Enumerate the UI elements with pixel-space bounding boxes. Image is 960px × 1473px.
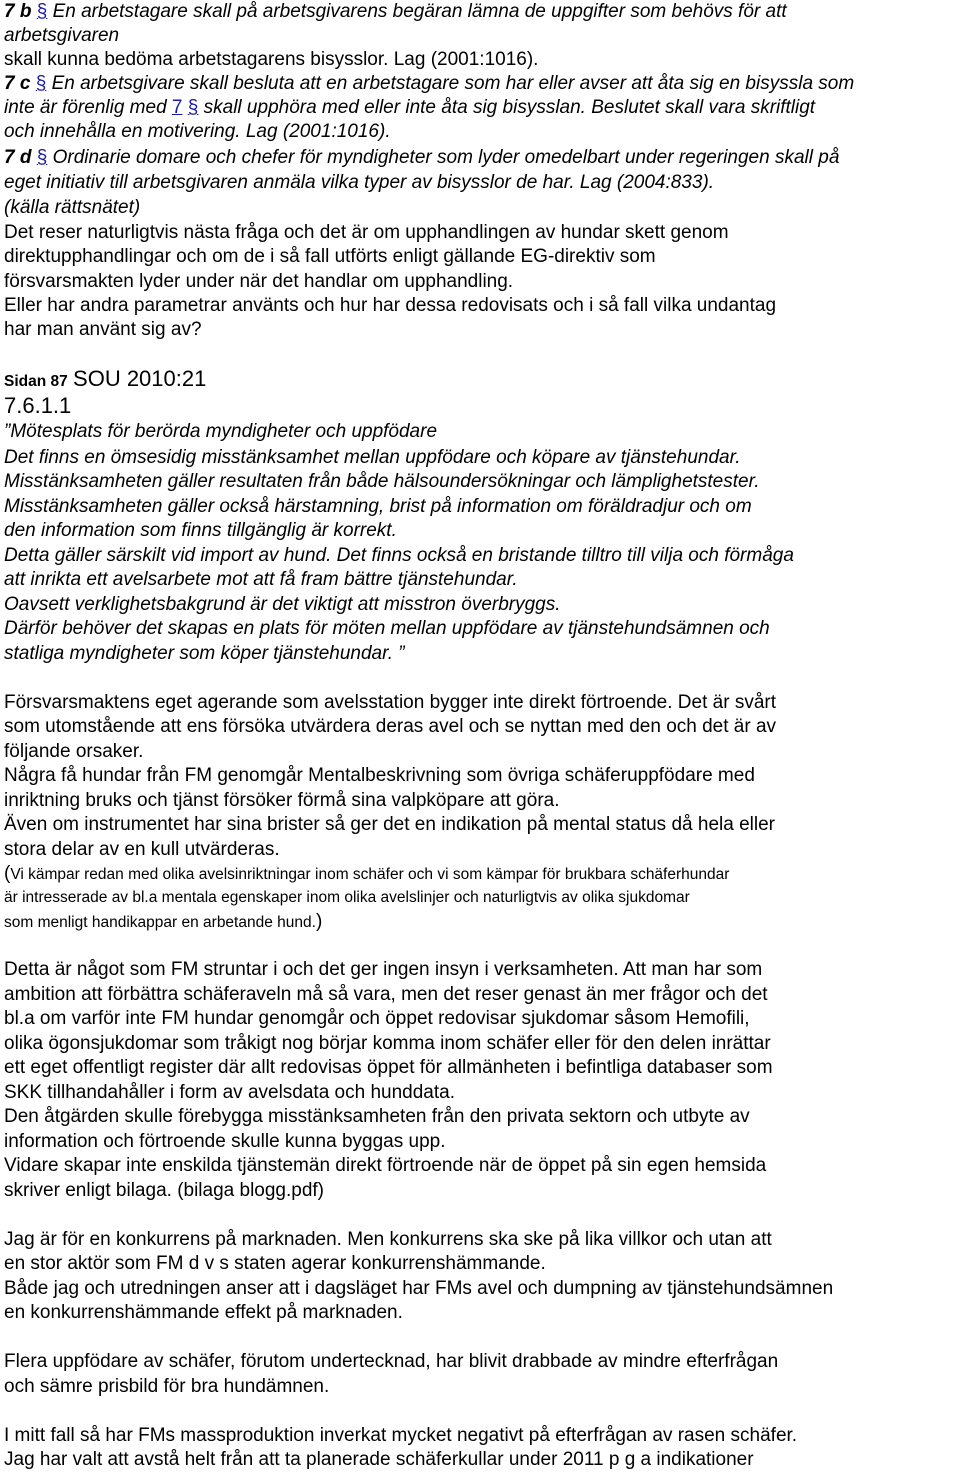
para-7c-line	[4, 72, 854, 96]
aside-text: Vi kämpar redan med olika avelsinriktningar inom schäfer och vi som kämpar för brukbara schäferhundar	[10, 866, 730, 883]
body-line: I mitt fall så har FMs massproduktion inverkat mycket negativt på efterfrågan av rasen schäfer.	[4, 1425, 798, 1446]
para-text: inte är förenlig med	[4, 97, 172, 118]
body-line: har man använt sig av?	[4, 319, 202, 340]
body-line: Det reser naturligtvis nästa fråga och det är om upphandlingen av hundar skett genom	[4, 222, 729, 243]
para-label: 7 b	[4, 1, 32, 22]
para-text: En arbetstagare skall på arbetsgivarens begäran lämna de uppgifter som behövs för att	[52, 1, 787, 22]
body-line: skriver enligt bilaga. (bilaga blogg.pdf)	[4, 1180, 325, 1201]
body-line: en stor aktör som FM d v s staten agerar konkurrenshämmande.	[4, 1253, 546, 1274]
body-line: ett eget offentligt register där allt redovisas öppet för allmänheten i befintliga databaser som	[4, 1057, 773, 1078]
quote-line: Misstänksamheten gäller resultaten från både hälsoundersökningar och lämplighetstester.	[4, 471, 760, 492]
body-line: Vidare skapar inte enskilda tjänstemän direkt förtroende när de öppet på sin egen hemsida	[4, 1155, 767, 1176]
quote-title	[4, 420, 437, 444]
body-line: Några få hundar från FM genomgår Mentalbeskrivning som övriga schäferuppfödare med	[4, 765, 755, 786]
body-line: följande orsaker.	[4, 741, 144, 762]
body-line: Flera uppfödare av schäfer, förutom undertecknad, har blivit drabbade av mindre efterfrågan	[4, 1351, 779, 1372]
body-line: Detta är något som FM struntar i och det ger ingen insyn i verksamheten. Att man har som	[4, 959, 763, 980]
body-line: information och förtroende skulle kunna byggas upp.	[4, 1131, 446, 1152]
body-line: en konkurrenshämmande effekt på marknaden.	[4, 1302, 403, 1323]
quote-line: den information som finns tillgänglig är korrekt.	[4, 520, 397, 541]
body-line: Både jag och utredningen anser att i dagsläget har FMs avel och dumpning av tjänstehundsämnen	[4, 1278, 834, 1299]
para-label: 7 d	[4, 147, 32, 168]
para-7d-line	[4, 146, 839, 170]
para-text: Ordinarie domare och chefer för myndigheter som lyder omedelbart under regeringen skall på	[52, 147, 840, 168]
body-line: stora delar av en kull utvärderas.	[4, 839, 280, 860]
para-7c-line	[4, 96, 815, 120]
body-line: Även om instrumentet har sina brister så ger det en indikation på mental status då hela eller	[4, 814, 775, 835]
quote-line: Misstänksamheten gäller också härstamning, brist på information om föräldradjur och om	[4, 496, 752, 517]
body-line: inriktning bruks och tjänst försöker förmå sina valpköpare att göra.	[4, 790, 560, 811]
quote-title-text: Mötesplats för berörda myndigheter och uppfödare	[10, 421, 438, 442]
aside-line	[4, 862, 729, 887]
para-7b-line	[4, 0, 787, 24]
page-label: Sidan 87	[4, 373, 68, 390]
section-sign-link[interactable]: §	[187, 97, 199, 118]
body-line: Eller har andra parametrar använts och hur har dessa redovisats och i så fall vilka undantag	[4, 295, 777, 316]
body-line: som utomstående att ens försöka utvärdera deras avel och se nyttan med den och det är av	[4, 716, 777, 737]
para-7b-line: skall kunna bedöma arbetstagarens bisysslor. Lag (2001:1016).	[4, 49, 539, 70]
quote-open-mark: ”	[4, 421, 11, 442]
body-line: SKK tillhandahåller i form av avelsdata och hunddata.	[4, 1082, 455, 1103]
quote-line	[4, 642, 405, 666]
quote-line: Detta gäller särskilt vid import av hund. Det finns också en bristande tilltro till vilja och förmåga	[4, 545, 794, 566]
quote-line: Det finns en ömsesidig misstänksamhet mellan uppfödare och köpare av tjänstehundar.	[4, 447, 741, 468]
aside-open-paren: (	[4, 863, 11, 884]
report-ref: SOU 2010:21	[73, 366, 207, 391]
para-text: skall upphöra med eller inte åta sig bisysslan. Beslutet skall vara skriftligt	[203, 97, 816, 118]
paragraph-7-link[interactable]: 7	[171, 97, 183, 118]
quote-line: Oavsett verklighetsbakgrund är det viktigt att misstron överbryggs.	[4, 594, 561, 615]
para-7c-line: och innehålla en motivering. Lag (2001:1016).	[4, 121, 391, 142]
aside-text: som menligt handikappar en arbetande hund.	[4, 914, 316, 931]
source-note: (källa rättsnätet)	[4, 197, 141, 218]
body-line: bl.a om varför inte FM hundar genomgår och öppet redovisar sjukdomar såsom Hemofili,	[4, 1008, 750, 1029]
para-7b-line: arbetsgivaren	[4, 25, 120, 46]
section-sign-link[interactable]: §	[36, 1, 48, 22]
section-sign-link[interactable]: §	[35, 73, 47, 94]
body-line: Jag har valt att avstå helt från att ta planerade schäferkullar under 2011 p g a indikationer	[4, 1449, 754, 1470]
aside-line: är intresserade av bl.a mentala egenskaper inom olika avelslinjer och naturligtvis av olika sjukdomar	[4, 889, 690, 906]
body-line: försvarsmakten lyder under när det handlar om upphandling.	[4, 271, 514, 292]
section-number: 7.6.1.1	[4, 393, 72, 418]
body-line: Den åtgärden skulle förebygga misstänksamheten från den privata sektorn och utbyte av	[4, 1106, 750, 1127]
para-label: 7 c	[4, 73, 31, 94]
para-text: En arbetsgivare skall besluta att en arbetstagare som har eller avser att åta sig en bisyssla som	[51, 73, 855, 94]
body-line: ambition att förbättra schäferaveln må så vara, men det reser genast än mer frågor och det	[4, 984, 768, 1005]
quote-close-mark: ”	[398, 643, 405, 664]
quote-text: statliga myndigheter som köper tjänstehundar.	[4, 643, 394, 664]
aside-close-paren: )	[315, 911, 323, 932]
aside-line	[4, 910, 322, 935]
page-reference	[4, 367, 206, 394]
body-line: direktupphandlingar och om de i så fall utförts enligt gällande EG-direktiv som	[4, 246, 656, 267]
section-sign-link[interactable]: §	[36, 147, 48, 168]
body-line: olika ögonsjukdomar som tråkigt nog börjar komma inom schäfer eller för den delen inrättar	[4, 1033, 771, 1054]
body-line: och sämre prisbild för bra hundämnen.	[4, 1376, 330, 1397]
body-line: Försvarsmaktens eget agerande som avelsstation bygger inte direkt förtroende. Det är svårt	[4, 692, 776, 713]
quote-line: att inrikta ett avelsarbete mot att få fram bättre tjänstehundar.	[4, 569, 518, 590]
quote-line: Därför behöver det skapas en plats för möten mellan uppfödare av tjänstehundsämnen och	[4, 618, 770, 639]
body-line: Jag är för en konkurrens på marknaden. Men konkurrens ska ske på lika villkor och utan att	[4, 1229, 772, 1250]
para-7d-line: eget initiativ till arbetsgivaren anmäla vilka typer av bisysslor de har. Lag (2004:833).	[4, 172, 715, 193]
